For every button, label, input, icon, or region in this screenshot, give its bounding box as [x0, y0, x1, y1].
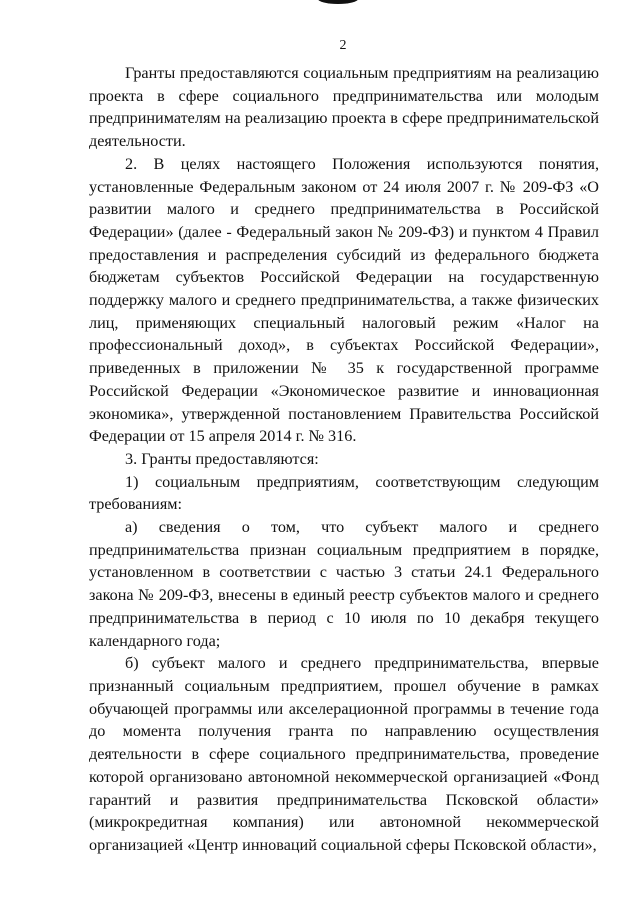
paragraph-3-grants-provided: 3. Гранты предоставляются:: [125, 449, 319, 468]
scan-mark: [318, 0, 358, 4]
paragraph-2-definitions: 2. В целях настоящего Положения используются понятия, установленные Федеральным законом от 24 июля 2007 г. № 209-ФЗ «О развитии малого и среднего предпринимательства в Российской Федерации» (далее - Федеральный закон № 209-ФЗ) и пунктом 4 Правил предоставления и распределения субсидий из федерального бюджета бюджетам субъектов Российской Федерации на государственную поддержку малого и среднего предпринимательства, а также физических лиц, применяющих специальный налоговый режим «Налог на профессиональный доход», в субъектах Российской Федерации», приведенных в приложении № 35 к государственной программе Российской Федерации «Экономическое развитие и инновационная экономика», утвержденной постановлением Правительства Российской Федерации от 15 апреля 2014 г. № 316.: [89, 154, 599, 446]
paragraph-3-1-b-training: б) субъект малого и среднего предпринимательства, впервые признанный социальным предприятием, прошел обучение в рамках обучающей программы или акселерационной программы в течение года до момента получения гранта по направлению осуществления деятельности в сфере социального предпринимательства, проведение которой организовано автономной некоммерческой организацией «Фонд гарантий и развития предпринимательства Псковской области» (микрокредитная компания) или автономной некоммерческой организацией «Центр инноваций социальной сферы Псковской области»,: [89, 654, 599, 854]
document-body: [89, 62, 599, 857]
paragraph-grant-purpose: Гранты предоставляются социальным предприятиям на реализацию проекта в сфере социального предпринимательства или молодым предпринимателям на реализацию проекта в сфере предпринимательской деятельности.: [89, 64, 599, 151]
paragraph-3-1-social-enterprises: 1) социальным предприятиям, соответствующим следующим требованиям:: [89, 472, 599, 514]
page-number: 2: [339, 38, 347, 53]
paragraph-3-1-a-registry: а) сведения о том, что субъект малого и среднего предпринимательства признан социальным предприятием в порядке, установленном в соответствии с частью 3 статьи 24.1 Федерального закона № 209-ФЗ, внесены в единый реестр субъектов малого и среднего предпринимательства в период с 10 июля по 10 декабря текущего календарного года;: [89, 518, 599, 650]
